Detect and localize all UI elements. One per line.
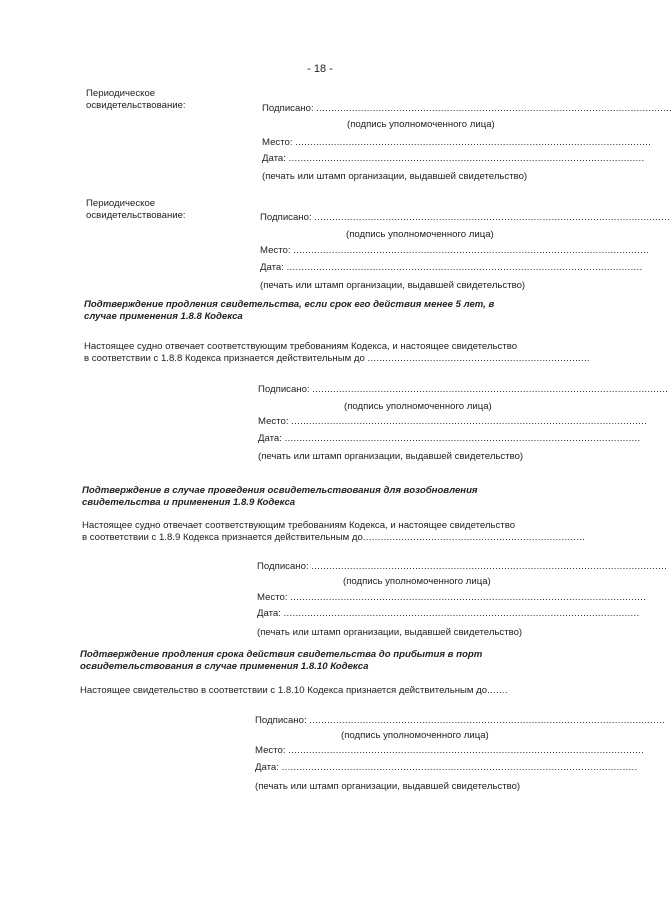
place-line: Место: ........................................................................................................................ [257,592,647,603]
date-line: Дата: ........................................................................................................................ [257,608,640,619]
signer-note: (подпись уполномоченного лица) [347,119,495,130]
place-line: Место: ........................................................................................................................ [258,416,648,427]
periodic-survey-label-2: Периодическое освидетельствование: [86,198,186,221]
signer-note: (подпись уполномоченного лица) [343,576,491,587]
date-line: Дата: ........................................................................................................................ [260,262,643,273]
page-number: - 18 - [307,63,333,75]
section-heading-1810: Подтверждение продления срока действия свидетельства до прибытия в порт освидетельствования в случае применения 1.8.10 Кодекса [80,649,483,672]
section-heading-188: Подтверждение продления свидетельства, если срок его действия менее 5 лет, в случае применения 1.8.8 Кодекса [84,299,495,322]
periodic-survey-label-1: Периодическое освидетельствование: [86,88,186,111]
stamp-note: (печать или штамп организации, выдавшей свидетельство) [255,781,521,792]
place-line: Место: ........................................................................................................................ [262,137,652,148]
signer-note: (подпись уполномоченного лица) [341,730,489,741]
date-line: Дата: ........................................................................................................................ [258,433,641,444]
signer-note: (подпись уполномоченного лица) [346,229,494,240]
place-line: Место: ........................................................................................................................ [255,745,645,756]
stamp-note: (печать или штамп организации, выдавшей свидетельство) [262,171,528,182]
signed-line: Подписано: ........................................................................................................................ [258,384,669,395]
signed-line: Подписано: ........................................................................................................................ [255,715,666,726]
section-heading-189: Подтверждение в случае проведения освидетельствования для возобновления свидетельства и применения 1.8.9 Кодекса [82,485,478,508]
date-line: Дата: ........................................................................................................................ [262,153,645,164]
section-text-189: Настоящее судно отвечает соответствующим требованиям Кодекса, и настоящее свидетельство в соответствии с 1.8.9 Кодекса признается действительным до........................................................................... [82,520,586,543]
signed-line: Подписано: ........................................................................................................................ [257,561,668,572]
signed-line: Подписано: ........................................................................................................................ [262,103,672,114]
section-text-1810: Настоящее свидетельство в соответствии с 1.8.10 Кодекса признается действительным до....... [80,685,508,696]
signer-note: (подпись уполномоченного лица) [344,401,492,412]
stamp-note: (печать или штамп организации, выдавшей свидетельство) [260,280,526,291]
place-line: Место: ........................................................................................................................ [260,245,650,256]
date-line: Дата: ........................................................................................................................ [255,762,638,773]
stamp-note: (печать или штамп организации, выдавшей свидетельство) [257,627,523,638]
signed-line: Подписано: ........................................................................................................................ [260,212,671,223]
stamp-note: (печать или штамп организации, выдавшей свидетельство) [258,451,524,462]
section-text-188: Настоящее судно отвечает соответствующим требованиям Кодекса, и настоящее свидетельство в соответствии с 1.8.8 Кодекса признается действительным до ........................................................................... [84,341,590,364]
